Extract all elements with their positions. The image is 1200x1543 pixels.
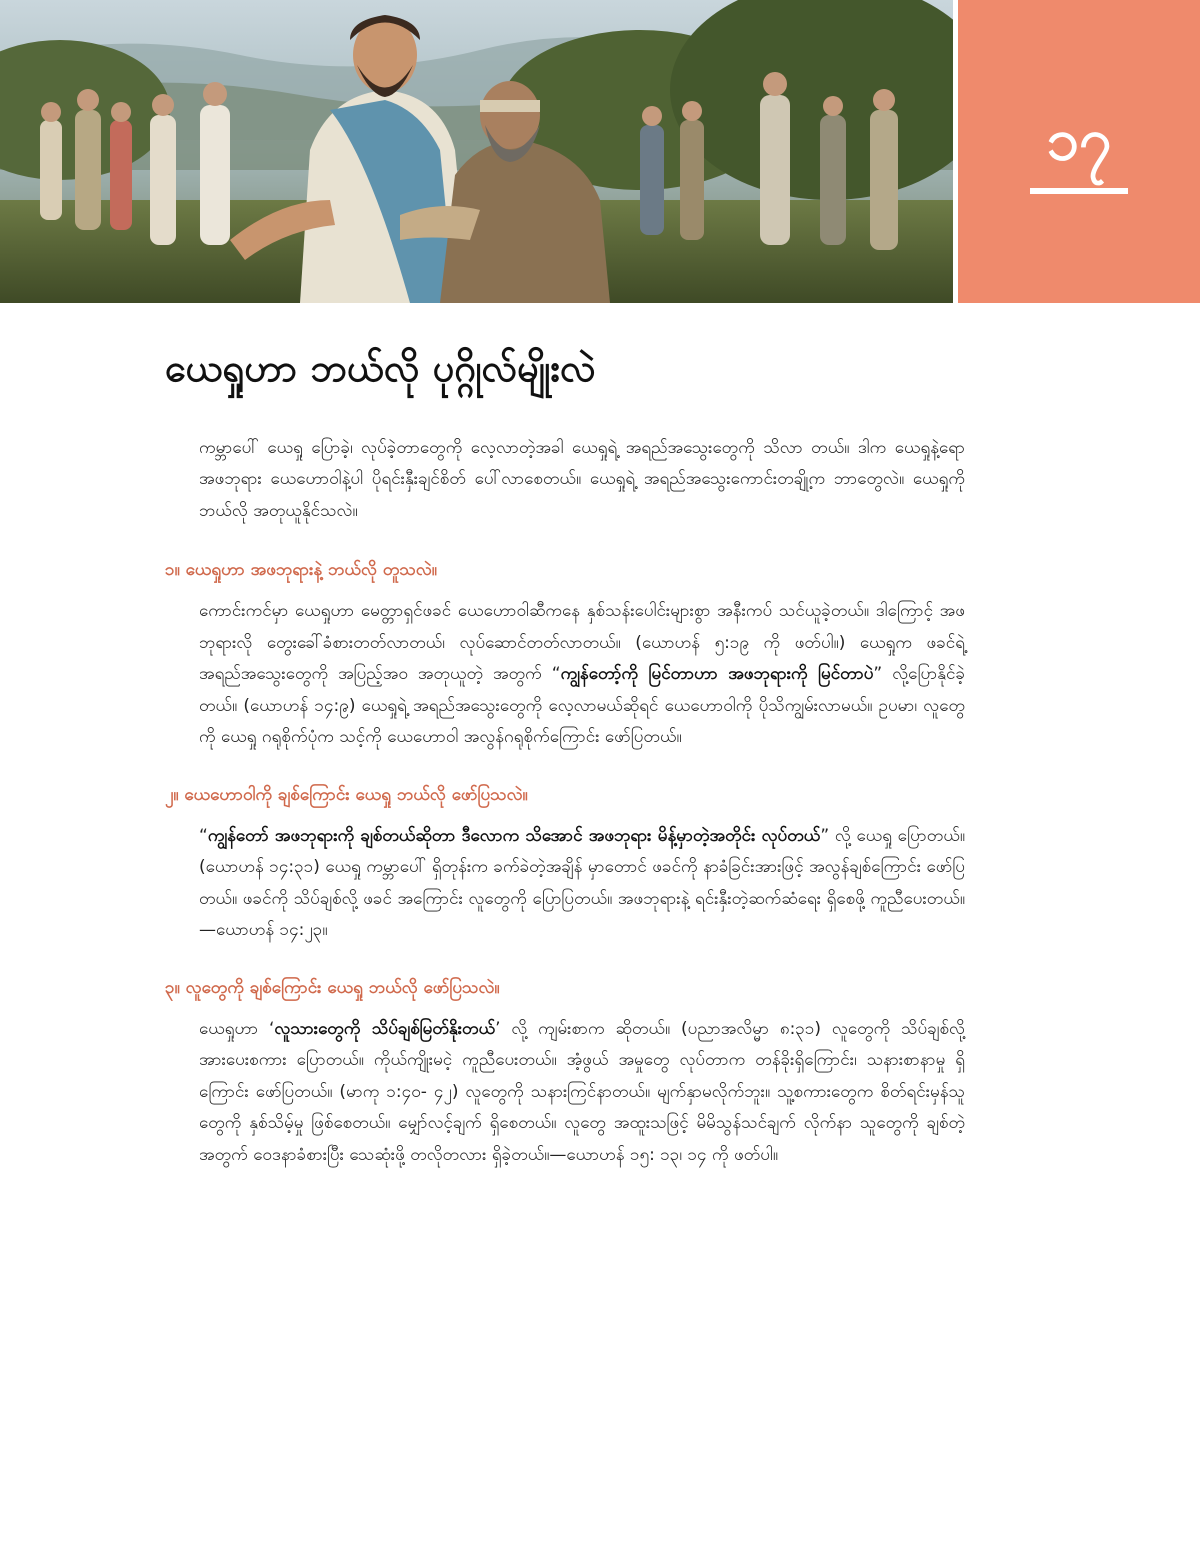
main-content <box>165 338 965 1197</box>
question-paragraph-3 <box>199 1014 965 1172</box>
chapter-number: ၁၇ <box>1046 104 1112 173</box>
question-paragraph-2 <box>199 821 965 947</box>
paragraph-text: “ <box>199 825 208 846</box>
bold-quote: လူသားတွေကို သိပ်ချစ်မြတ်နိုးတယ် <box>274 1018 496 1039</box>
question-paragraph-1 <box>199 596 965 754</box>
question-block-3 <box>165 973 965 1172</box>
bold-quote: ကျွန်တော် အဖဘုရားကို ချစ်တယ်ဆိုတာ ဒီလောက သိအောင် အဖဘုရား မိန့်မှာတဲ့အတိုင်း လုပ်တယ် <box>207 825 821 846</box>
paragraph-text: ကောင်းကင်မှာ ယေရှုဟာ မေတ္တာရှင်ဖခင် ယေဟောဝါဆီကနေ နှစ်သန်းပေါင်းများစွာ အနီးကပ် သင်ယူခဲ့တယ်။ ဒါကြောင့် အဖဘုရားလို တွေးခေါ်ခံစားတတ်လာတယ်၊ လုပ်ဆောင်တတ်လာတယ်။ (ယောဟန် ၅:၁၉ ကို ဖတ်ပါ။) ယေရှုက ဖခင်ရဲ့ အရည်အသွေးတွေကို အပြည့်အဝ အတုယူတဲ့ အတွက် “ <box>199 601 965 685</box>
question-block-2 <box>165 780 965 947</box>
page-title: ယေရှုဟာ ဘယ်လို ပုဂ္ဂိုလ်မျိုးလဲ <box>165 346 596 390</box>
question-heading-2: ၂။ ယေဟောဝါကို ချစ်ကြောင်း ယေရှု ဘယ်လို ဖော်ပြသလဲ။ <box>165 784 528 805</box>
paragraph-text: ” လို့ပြောနိုင်ခဲ့တယ်။ (ယောဟန် ၁၄:၉) ယေရှုရဲ့ အရည်အသွေးတွေကို လေ့လာမယ်ဆိုရင် ယေဟောဝါကို ပိုသိကျွမ်းလာမယ်။ ဥပမာ၊ လူတွေကို ယေရှု ဂရုစိုက်ပုံက သင့်ကို ယေဟောဝါ အလွန်ဂရုစိုက်ကြောင်း ဖော်ပြတယ်။ <box>199 664 966 748</box>
intro-paragraph: ကမ္ဘာပေါ် ယေရှု ပြောခဲ့၊ လုပ်ခဲ့တာတွေကို လေ့လာတဲ့အခါ ယေရှုရဲ့ အရည်အသွေးတွေကို သိလာ တယ်။ ဒါက ယေရှုနဲ့ရော အဖဘုရား ယေဟောဝါနဲ့ပါ ပိုရင်းနှီးချင်စိတ် ပေါ်လာစေတယ်။ ယေရှုရဲ့ အရည်အသွေးကောင်းတချို့က ဘာတွေလဲ။ ယေရှုကို ဘယ်လို အတုယူနိုင်သလဲ။ <box>199 437 965 521</box>
body-section <box>165 433 965 1172</box>
question-heading-3: ၃။ လူတွေကို ချစ်ကြောင်း ယေရှု ဘယ်လို ဖော်ပြသလဲ။ <box>165 977 500 998</box>
question-heading-1: ၁။ ယေရှုဟာ အဖဘုရားနဲ့ ဘယ်လို တူသလဲ။ <box>165 560 437 581</box>
bold-quote: ကျွန်တော့်ကို မြင်တာဟာ အဖဘုရားကို မြင်တာပဲ <box>560 664 874 685</box>
paragraph-text: ” လို့ ယေရှု ပြောတယ်။ (ယောဟန် ၁၄:၃၁) ယေရှု ကမ္ဘာပေါ် ရှိတုန်းက ခက်ခဲတဲ့အချိန် မှာတောင် ဖခင်ကို နာခံခြင်းအားဖြင့် အလွန်ချစ်ကြောင်း ဖော်ပြတယ်။ ဖခင်ကို သိပ်ချစ်လို့ ဖခင် အကြောင်း လူတွေကို ပြောပြတယ်။ အဖဘုရားနဲ့ ရင်းနှီးတဲ့ဆက်ဆံရေး ရှိစေဖို့ ကူညီပေးတယ်။ —ယောဟန် ၁၄:၂၃။ <box>199 825 965 941</box>
paragraph-text: ယေရှုဟာ ‘ <box>199 1018 275 1039</box>
hero-illustration <box>0 0 953 303</box>
chapter-number-box <box>958 0 1200 303</box>
chapter-underline <box>1030 188 1128 194</box>
hero-image <box>0 0 953 303</box>
paragraph-text: ’ လို့ ကျမ်းစာက ဆိုတယ်။ (ပညာအလိမ္မာ ၈:၃၁) လူတွေကို သိပ်ချစ်လို့ အားပေးစကား ပြောတယ်။ ကိုယ်ကျိုးမငဲ့ ကူညီပေးတယ်။ အံ့ဖွယ် အမှုတွေ လုပ်တာက တန်ခိုးရှိကြောင်း၊ သနားစာနာမှု ရှိကြောင်း ဖော်ပြတယ်။ (မာကု ၁:၄၀- ၄၂) လူတွေကို သနားကြင်နာတယ်။ မျက်နှာမလိုက်ဘူး။ သူ့စကားတွေက စိတ်ရင်းမှန်သူတွေကို နှစ်သိမ့်မှု ဖြစ်စေတယ်။ မျှော်လင့်ချက် ရှိစေတယ်။ လူတွေ အထူးသဖြင့် မိမိသွန်သင်ချက် လိုက်နာ သူတွေကို ချစ်တဲ့အတွက် ဝေဒနာခံစားပြီး သေဆုံးဖို့ တလိုတလား ရှိခဲ့တယ်။—ယောဟန် ၁၅: ၁၃၊ ၁၄ ကို ဖတ်ပါ။ <box>199 1018 965 1165</box>
question-block-1 <box>165 555 966 754</box>
